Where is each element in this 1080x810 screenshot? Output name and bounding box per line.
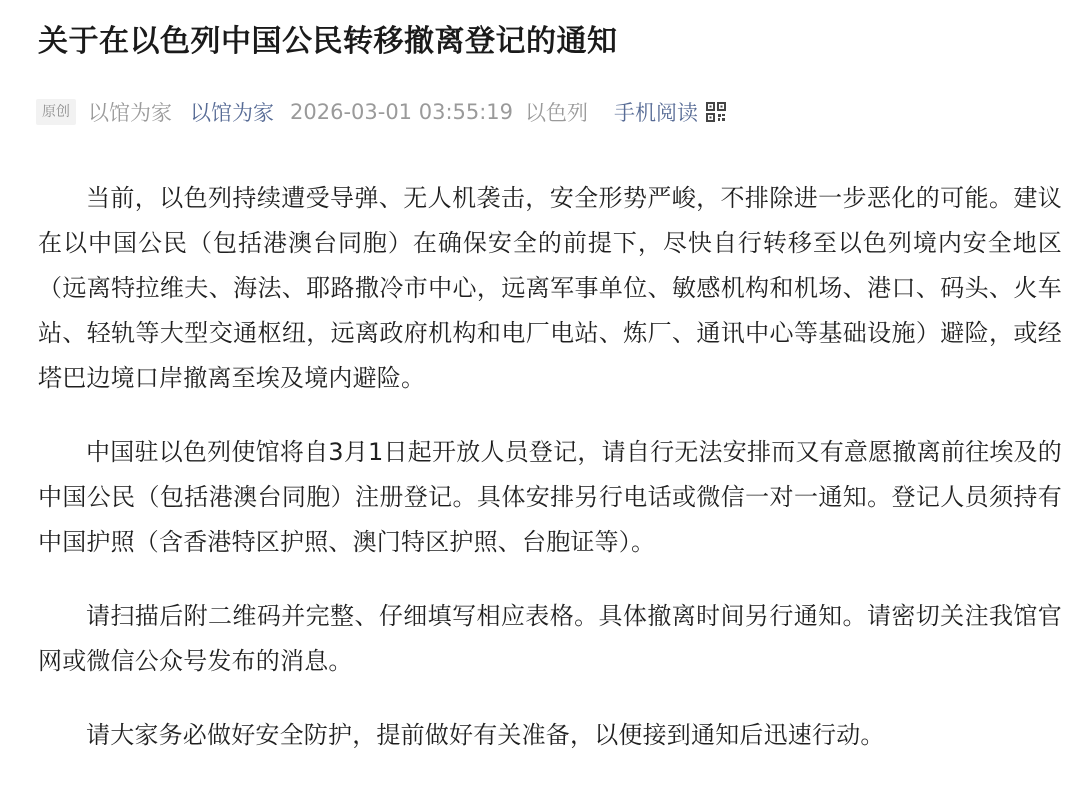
account-link[interactable]: 以馆为家 bbox=[190, 101, 274, 125]
author-name: 以馆为家 bbox=[88, 101, 172, 125]
paragraph: 当前，以色列持续遭受导弹、无人机袭击，安全形势严峻，不排除进一步恶化的可能。建议在以中国公民（包括港澳台同胞）在确保安全的前提下，尽快自行转移至以色列境内安全地区（远离特拉维夫、海法、耶路撒冷市中心，远离军事单位、敏感机构和机场、港口、码头、火车站、轻轨等大型交通枢纽，远离政府机构和电厂电站、炼厂、通讯中心等基础设施）避险，或经塔巴边境口岸撤离至埃及境内避险。 bbox=[38, 184, 1062, 392]
mobile-read-link[interactable]: 手机阅读 bbox=[614, 101, 699, 125]
qr-code-icon[interactable] bbox=[706, 102, 726, 122]
paragraph: 中国驻以色列使馆将自3月1日起开放人员登记，请自行无法安排而又有意愿撤离前往埃及的中国公民（包括港澳台同胞）注册登记。具体安排另行电话或微信一对一通知。登记人员须持有中国护照（含香港特区护照、澳门特区护照、台胞证等）。 bbox=[38, 438, 1062, 556]
publish-location: 以色列 bbox=[525, 101, 589, 125]
article-title: 关于在以色列中国公民转移撤离登记的通知 bbox=[38, 24, 618, 59]
paragraph: 请扫描后附二维码并完整、仔细填写相应表格。具体撤离时间另行通知。请密切关注我馆官网或微信公众号发布的消息。 bbox=[38, 602, 1062, 675]
article-meta bbox=[36, 96, 726, 128]
paragraph: 请大家务必做好安全防护，提前做好有关准备，以便接到通知后迅速行动。 bbox=[86, 721, 885, 749]
article-content bbox=[38, 176, 1062, 787]
publish-time: 2026-03-01 03:55:19 bbox=[290, 100, 514, 124]
original-badge: 原创 bbox=[36, 99, 76, 125]
qr-code-icon-graphic bbox=[706, 102, 726, 122]
